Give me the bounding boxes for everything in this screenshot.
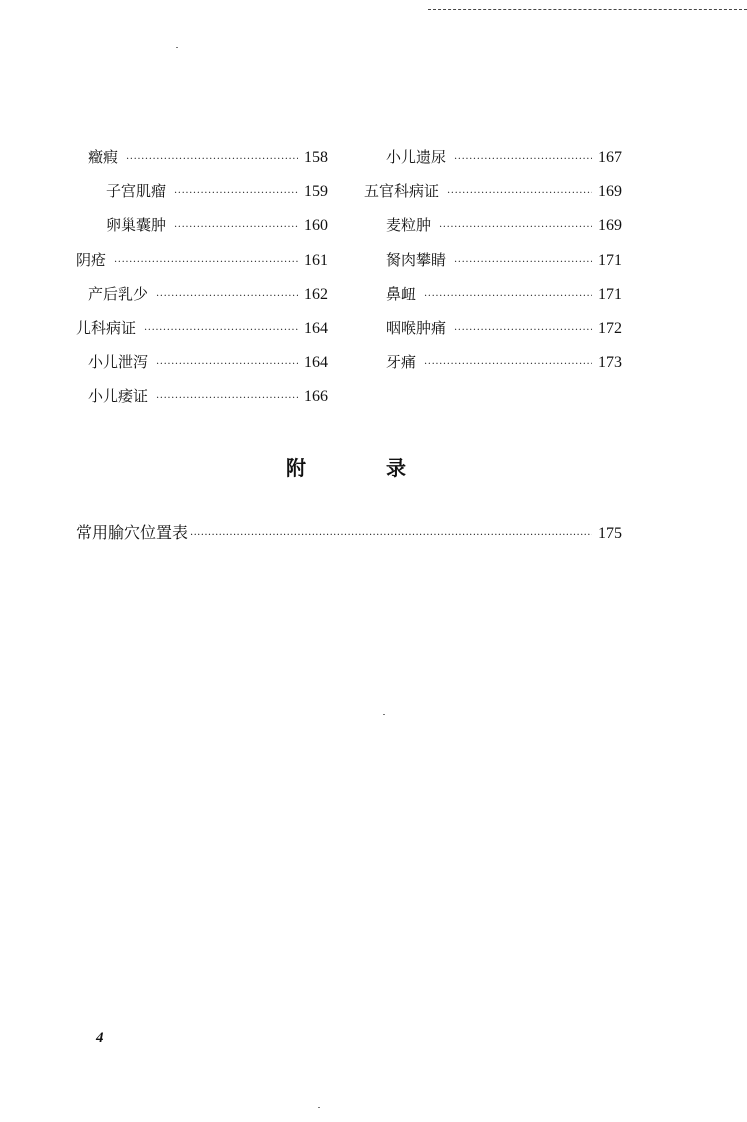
- dot-leader: [454, 249, 592, 271]
- toc-entry[interactable]: [364, 317, 622, 351]
- dot-leader: [454, 317, 592, 339]
- appendix-heading-char: 附: [286, 456, 306, 480]
- dot-leader: [447, 180, 592, 202]
- toc-entry-title: 小儿遗尿: [386, 148, 447, 166]
- toc-entry-page: 161: [304, 251, 328, 269]
- scan-speck: [176, 47, 178, 48]
- toc-entry-title: 鼻衄: [386, 284, 417, 303]
- toc-entry[interactable]: [364, 180, 622, 214]
- toc-entry-title: 癥瘕: [88, 148, 119, 166]
- toc-entry-title: 麦粒肿: [386, 216, 432, 235]
- toc-entry[interactable]: [76, 180, 328, 214]
- toc-right-column: [364, 146, 622, 385]
- toc-entry[interactable]: [364, 214, 622, 248]
- page-number: 4: [96, 1030, 104, 1046]
- toc-entry-title: 咽喉肿痛: [386, 318, 447, 337]
- dot-leader: [439, 214, 592, 236]
- appendix-heading: [286, 452, 406, 481]
- toc-entry-page: 158: [304, 149, 328, 166]
- toc-entry[interactable]: [76, 249, 328, 283]
- toc-entry-page: 164: [304, 354, 328, 372]
- toc-entry[interactable]: [364, 146, 622, 180]
- toc-entry-title: 小儿泄泻: [88, 353, 149, 372]
- dot-leader: [454, 146, 592, 168]
- toc-left-column: [76, 146, 328, 420]
- toc-entry[interactable]: [364, 249, 622, 283]
- appendix-entry[interactable]: [76, 520, 622, 543]
- toc-entry-title: 胬肉攀睛: [386, 250, 447, 269]
- toc-entry-page: 169: [598, 217, 622, 235]
- toc-entry-title: 阴疮: [76, 250, 107, 269]
- toc-entry-page: 172: [598, 319, 622, 337]
- toc-entry-title: 牙痛: [386, 353, 417, 372]
- dot-leader: [156, 385, 298, 407]
- toc-entry-page: 171: [598, 251, 622, 269]
- toc-entry-page: 164: [304, 319, 328, 337]
- dot-leader: [174, 180, 298, 202]
- toc-entry-page: 166: [304, 388, 328, 406]
- toc-entry-page: 169: [598, 183, 622, 201]
- toc-entry-title: 产后乳少: [88, 284, 149, 303]
- dot-leader: [156, 351, 298, 373]
- toc-entry[interactable]: [76, 146, 328, 180]
- toc-entry[interactable]: [76, 385, 328, 419]
- toc-entry[interactable]: [76, 351, 328, 385]
- toc-entry[interactable]: [364, 351, 622, 385]
- dot-leader: [144, 317, 298, 339]
- toc-entry-page: 173: [598, 354, 622, 372]
- toc-entry-title: 五官科病证: [364, 182, 440, 201]
- appendix-heading-char: 录: [386, 456, 406, 480]
- toc-entry-page: 162: [304, 285, 328, 303]
- toc-entry-page: 171: [598, 285, 622, 303]
- dot-leader: [424, 351, 592, 373]
- toc-entry[interactable]: [76, 317, 328, 351]
- appendix-entry-title: 常用腧穴位置表: [76, 523, 189, 542]
- toc-entry-title: 卵巢囊肿: [106, 216, 167, 235]
- toc-entry[interactable]: [364, 283, 622, 317]
- toc-entry-page: 160: [304, 217, 328, 235]
- dot-leader: [190, 527, 592, 538]
- toc-entry-title: 子宫肌瘤: [106, 182, 167, 201]
- top-dashed-rule: [428, 9, 747, 10]
- toc-entry-title: 小儿痿证: [88, 387, 149, 406]
- scan-speck: [318, 1107, 320, 1108]
- appendix-entry-page: 175: [598, 525, 622, 542]
- dot-leader: [114, 249, 298, 271]
- toc-entry[interactable]: [76, 283, 328, 317]
- toc-entry[interactable]: [76, 214, 328, 248]
- dot-leader: [156, 283, 298, 305]
- toc-entry-page: 159: [304, 183, 328, 201]
- dot-leader: [126, 146, 298, 168]
- dot-leader: [174, 214, 298, 236]
- dot-leader: [424, 283, 592, 305]
- scan-speck: [383, 714, 385, 715]
- toc-entry-page: 167: [598, 149, 622, 166]
- toc-entry-title: 儿科病证: [76, 318, 137, 337]
